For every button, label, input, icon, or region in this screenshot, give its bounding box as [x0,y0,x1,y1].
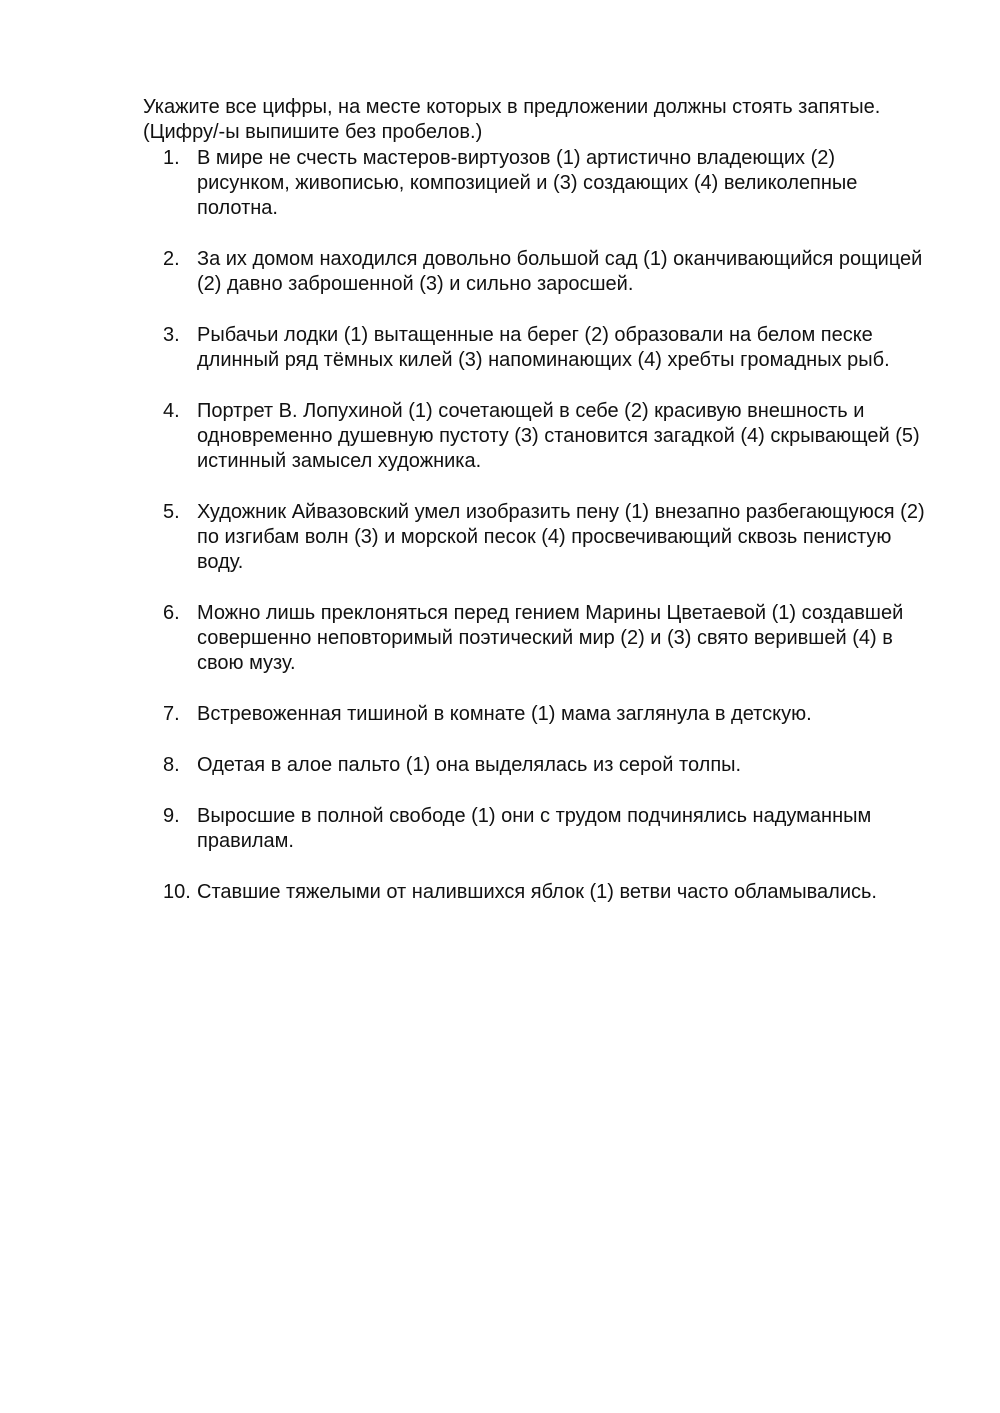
list-item [163,753,933,778]
task-text: Ставшие тяжелыми от налившихся яблок (1) ветви часто обламывались. [197,881,877,903]
list-item [163,880,933,905]
task-text: За их домом находился довольно большой сад (1) оканчивающийся рощицей (2) давно заброшенной (3) и сильно заросшей. [197,248,923,295]
task-number: 9. [163,805,180,827]
task-number: 10. [163,881,191,903]
list-item [163,601,933,676]
task-number: 2. [163,248,180,270]
task-text: Портрет В. Лопухиной (1) сочетающей в себе (2) красивую внешность и одновременно душевную пустоту (3) становится загадкой (4) скрывающей (5) истинный замысел художника. [197,400,920,472]
task-number: 7. [163,703,180,725]
list-item [163,146,933,221]
task-text: В мире не счесть мастеров-виртуозов (1) артистично владеющих (2) рисунком, живописью, композицией и (3) создающих (4) великолепные полотна. [197,147,858,219]
task-number: 6. [163,602,180,624]
task-number: 3. [163,324,180,346]
task-number: 5. [163,501,180,523]
task-list [163,146,933,931]
task-text: Одетая в алое пальто (1) она выделялась из серой толпы. [197,754,742,776]
list-item [163,702,933,727]
instruction-text: Укажите все цифры, на месте которых в предложении должны стоять запятые. (Цифру/-ы выпишите без пробелов.) [143,96,881,143]
list-item [163,323,933,373]
task-text: Встревоженная тишиной в комнате (1) мама заглянула в детскую. [197,703,812,725]
task-text: Рыбачьи лодки (1) вытащенные на берег (2) образовали на белом песке длинный ряд тёмных килей (3) напоминающих (4) хребты громадных рыб. [197,324,890,371]
task-number: 8. [163,754,180,776]
list-item [163,247,933,297]
task-text: Можно лишь преклоняться перед гением Марины Цветаевой (1) создавшей совершенно неповторимый поэтический мир (2) и (3) свято верившей (4) в свою музу. [197,602,904,674]
list-item [163,500,933,575]
list-item [163,399,933,474]
task-text: Выросшие в полной свободе (1) они с трудом подчинялись надуманным правилам. [197,805,872,852]
task-number: 1. [163,147,180,169]
task-number: 4. [163,400,180,422]
list-item [163,804,933,854]
task-text: Художник Айвазовский умел изобразить пену (1) внезапно разбегающуюся (2) по изгибам волн (3) и морской песок (4) просвечивающий сквозь пенистую воду. [197,501,925,573]
